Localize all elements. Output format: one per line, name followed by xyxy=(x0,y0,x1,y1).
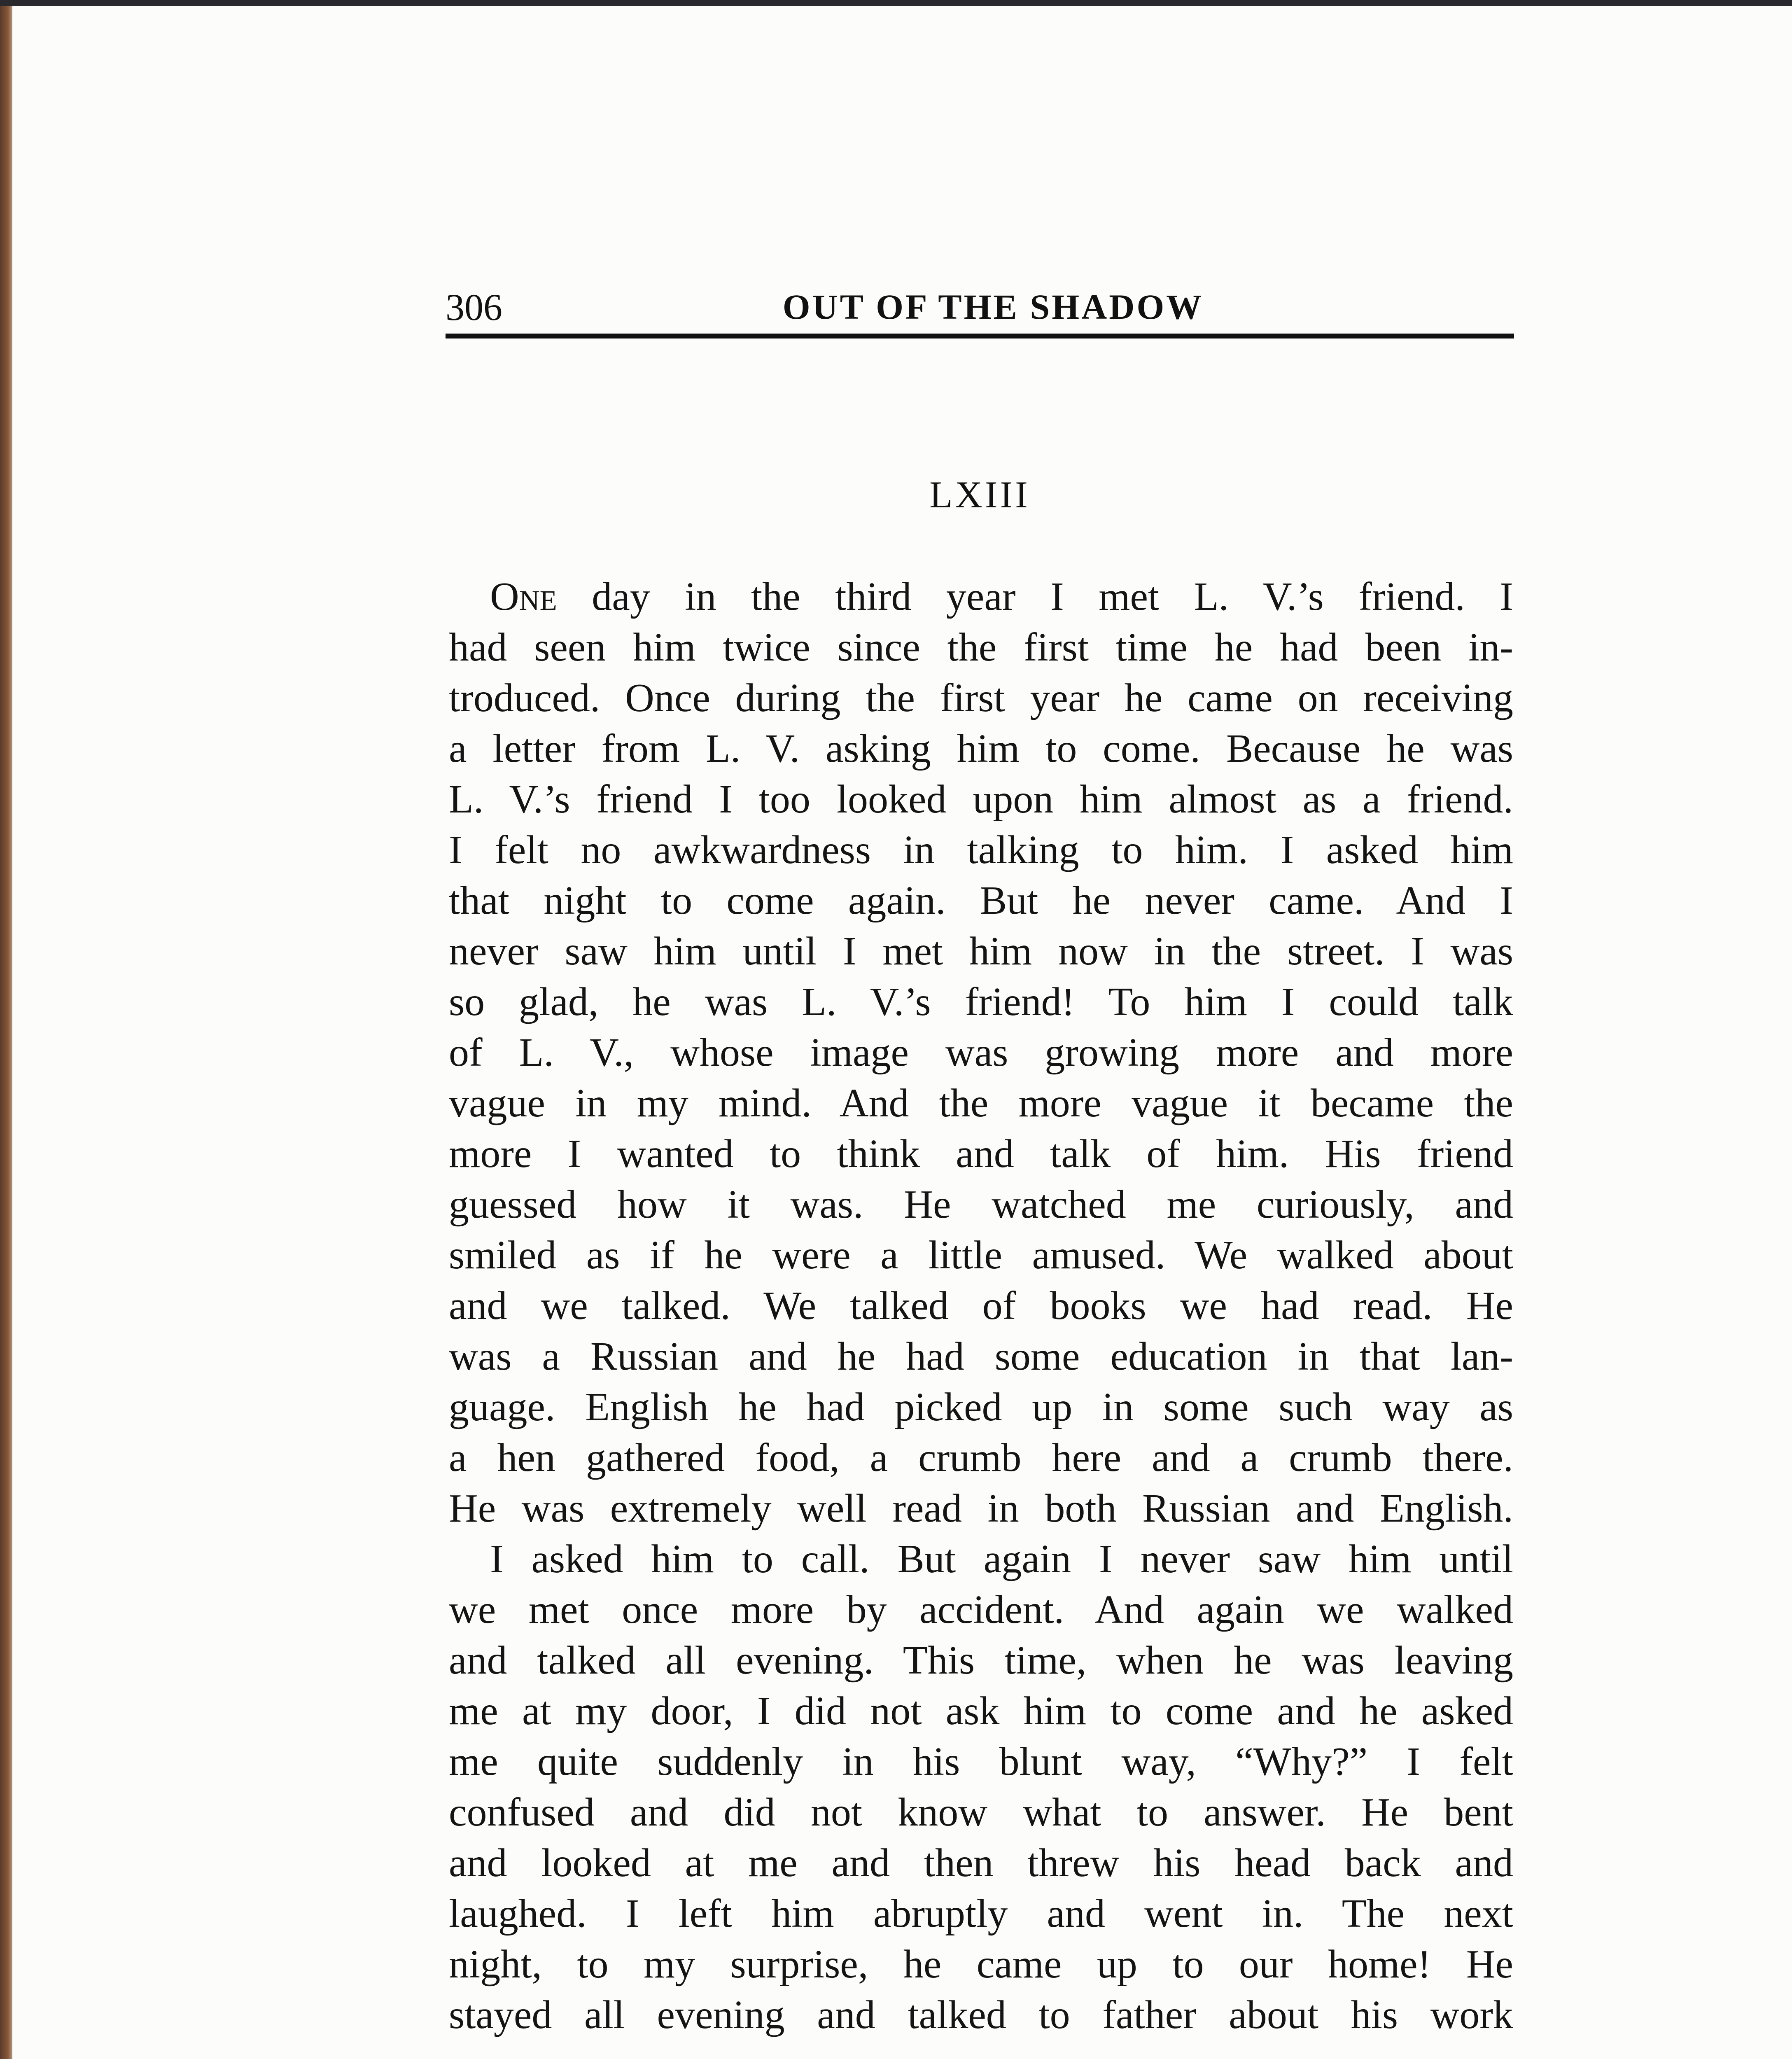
text-line-content: day in the third year I met L. V.’s friend. I xyxy=(557,574,1513,619)
text-line: and we talked. We talked of books we had read. He xyxy=(449,1284,1513,1328)
first-word: One xyxy=(490,574,557,619)
text-line: guage. English he had picked up in some such way as xyxy=(449,1385,1513,1429)
text-line: more I wanted to think and talk of him. His friend xyxy=(449,1132,1513,1176)
text-line: had seen him twice since the first time he had been in- xyxy=(449,625,1513,670)
scanner-top-edge xyxy=(0,0,1792,6)
text-line: stayed all evening and talked to father about his work xyxy=(449,1993,1513,2037)
text-line: night, to my surprise, he came up to our home! He xyxy=(449,1942,1513,1987)
text-line: and looked at me and then threw his head back and xyxy=(449,1841,1513,1885)
running-head: OUT OF THE SHADOW xyxy=(782,287,1204,327)
text-line: of L. V., whose image was growing more and more xyxy=(449,1030,1513,1075)
text-line: and talked all evening. This time, when he was leaving xyxy=(449,1638,1513,1683)
text-line: confused and did not know what to answer. He bent xyxy=(449,1790,1513,1835)
body-text xyxy=(449,572,1513,2040)
chapter-number: LXIII xyxy=(929,474,1030,516)
text-line: smiled as if he were a little amused. We walked about xyxy=(449,1233,1513,1277)
text-line: troduced. Once during the first year he came on receiving xyxy=(449,676,1513,720)
text-line: I felt no awkwardness in talking to him. I asked him xyxy=(449,828,1513,872)
page-number: 306 xyxy=(446,286,502,328)
text-line: He was extremely well read in both Russian and English. xyxy=(449,1486,1513,1531)
text-line: that night to come again. But he never came. And I xyxy=(449,878,1513,923)
text-line: we met once more by accident. And again we walked xyxy=(449,1587,1513,1632)
text-line: so glad, he was L. V.’s friend! To him I could talk xyxy=(449,980,1513,1024)
text-line: was a Russian and he had some education in that lan- xyxy=(449,1334,1513,1379)
text-line xyxy=(449,572,1513,622)
text-line: laughed. I left him abruptly and went in. The next xyxy=(449,1891,1513,1936)
page-header xyxy=(446,280,1514,342)
text-line: guessed how it was. He watched me curiously, and xyxy=(449,1182,1513,1227)
text-line: never saw him until I met him now in the street. I was xyxy=(449,929,1513,973)
text-line: me at my door, I did not ask him to come and he asked xyxy=(449,1689,1513,1733)
text-line: I asked him to call. But again I never saw him until xyxy=(490,1537,1513,1581)
text-line: a hen gathered food, a crumb here and a crumb there. xyxy=(449,1436,1513,1480)
text-line: a letter from L. V. asking him to come. Because he was xyxy=(449,726,1513,771)
text-line: me quite suddenly in his blunt way, “Why?” I felt xyxy=(449,1739,1513,1784)
header-rule xyxy=(446,334,1514,338)
text-line: L. V.’s friend I too looked upon him almost as a friend. xyxy=(449,777,1513,822)
text-line: vague in my mind. And the more vague it became the xyxy=(449,1081,1513,1125)
